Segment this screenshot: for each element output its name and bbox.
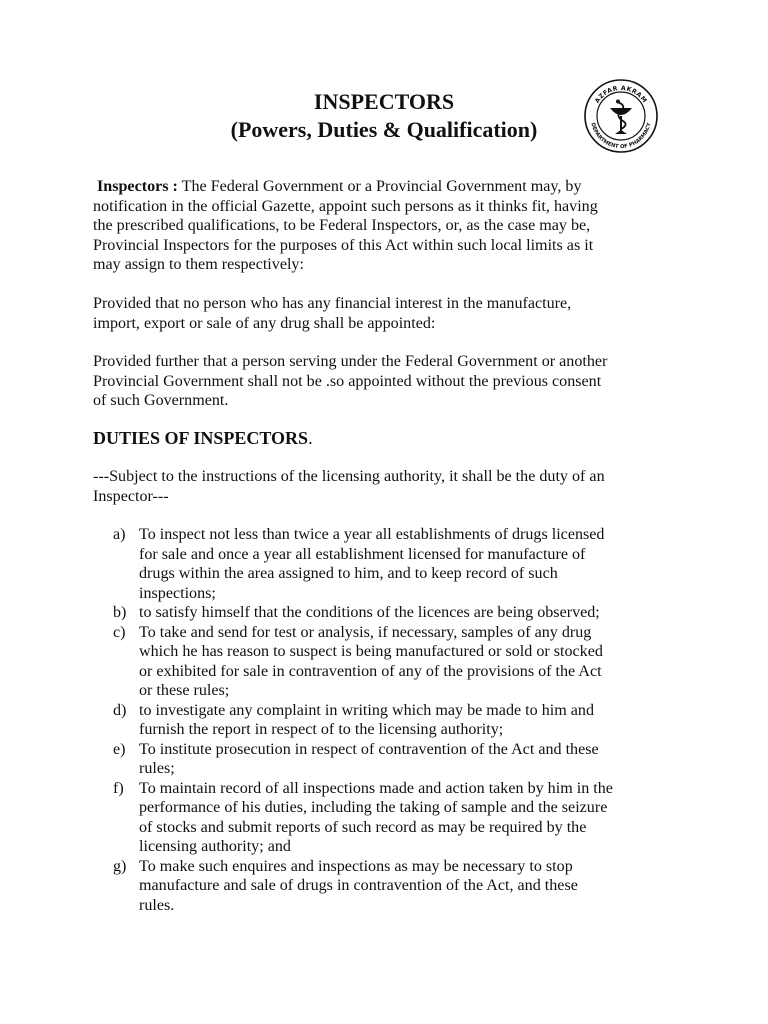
list-item-text [139, 857, 688, 916]
paragraph-line: Provincial Government shall not be .so appointed without the previous consent [93, 372, 602, 390]
list-item [113, 525, 688, 603]
inspectors-lead: Inspectors : [97, 178, 178, 195]
caduceus-bowl-icon [583, 78, 659, 154]
list-line: to investigate any complaint in writing which may be made to him and [139, 701, 594, 719]
title-block [150, 88, 618, 144]
list-marker: g) [113, 857, 127, 875]
paragraph-line [93, 177, 683, 197]
list-marker: b) [113, 604, 127, 621]
list-line: or exhibited for sale in contravention of any of the provisions of the Act [139, 662, 602, 680]
duties-intro [93, 467, 683, 506]
paragraph-line: Provided that no person who has any financial interest in the manufacture, [93, 295, 572, 312]
list-line: licensing authority; and [139, 838, 291, 855]
department-seal [583, 78, 659, 154]
list-item-text [139, 623, 688, 701]
list-item [113, 623, 688, 701]
list-item-text [139, 740, 688, 779]
list-line: performance of his duties, including the taking of sample and the seizure [139, 799, 608, 816]
list-line: rules; [139, 760, 175, 777]
list-line: To inspect not less than twice a year all establishments of drugs licensed [139, 526, 605, 543]
government-consent-proviso [93, 352, 683, 411]
list-item-text [139, 603, 688, 623]
paragraph-line: of such Government. [93, 392, 229, 409]
paragraph-line: import, export or sale of any drug shall be appointed: [93, 314, 436, 332]
paragraph-line: the prescribed qualifications, to be Federal Inspectors, or, as the case may be, [93, 217, 591, 234]
list-marker: d) [113, 701, 127, 719]
list-line: manufacture and sale of drugs in contravention of the Act, and these [139, 877, 578, 894]
list-line: To take and send for test or analysis, if necessary, samples of any drug [139, 623, 592, 641]
paragraph-line: ---Subject to the instructions of the licensing authority, it shall be the duty of an [93, 468, 605, 485]
list-line: which he has reason to suspect is being manufactured or sold or stocked [139, 643, 603, 660]
list-line: inspections; [139, 584, 216, 602]
list-line: of stocks and submit reports of such record as may be required by the [139, 818, 587, 836]
list-item [113, 701, 688, 740]
seal-text-top: AZFAR AKRAM [593, 84, 649, 105]
list-line: To institute prosecution in respect of contravention of the Act and these [139, 740, 599, 758]
list-line: drugs within the area assigned to him, and to keep record of such [139, 565, 558, 582]
duties-list [113, 525, 688, 915]
list-line: furnish the report in respect of to the licensing authority; [139, 721, 504, 738]
paragraph-line: may assign to them respectively: [93, 256, 304, 273]
list-item-text [139, 701, 688, 740]
list-marker: a) [113, 526, 126, 543]
list-item [113, 779, 688, 857]
paragraph-line: Provided further that a person serving under the Federal Government or another [93, 353, 608, 370]
list-item [113, 603, 688, 623]
seal-text-bottom: DEPARTMENT OF PHARMACY [589, 122, 653, 151]
list-line: to satisfy himself that the conditions of the licences are being observed; [139, 604, 600, 621]
paragraph-line-text: The Federal Government or a Provincial Government may, by [181, 178, 582, 195]
list-line: for sale and once a year all establishment licensed for manufacture of [139, 545, 586, 563]
paragraph-line: notification in the official Gazette, appoint such persons as it thinks fit, having [93, 197, 598, 215]
list-marker: c) [113, 623, 126, 641]
financial-interest-proviso [93, 294, 683, 333]
list-marker: e) [113, 740, 126, 758]
paragraph-line: Provincial Inspectors for the purposes of this Act within such local limits as it [93, 236, 594, 254]
list-item [113, 857, 688, 916]
list-line: rules. [139, 896, 175, 914]
list-item-text [139, 779, 688, 857]
duties-heading-text: DUTIES OF INSPECTORS [93, 428, 309, 448]
list-item-text [139, 525, 688, 603]
list-item [113, 740, 688, 779]
inspectors-paragraph [93, 177, 683, 275]
list-line: To maintain record of all inspections made and action taken by him in the [139, 779, 613, 797]
page-subtitle: (Powers, Duties & Qualification) [230, 117, 538, 142]
list-marker: f) [113, 779, 124, 797]
duties-heading [93, 427, 683, 449]
list-line: or these rules; [139, 682, 230, 699]
duties-heading-period: . [308, 428, 313, 448]
paragraph-line: Inspector--- [93, 487, 169, 505]
list-line: To make such enquires and inspections as may be necessary to stop [139, 857, 573, 875]
page-title: INSPECTORS [313, 89, 455, 114]
